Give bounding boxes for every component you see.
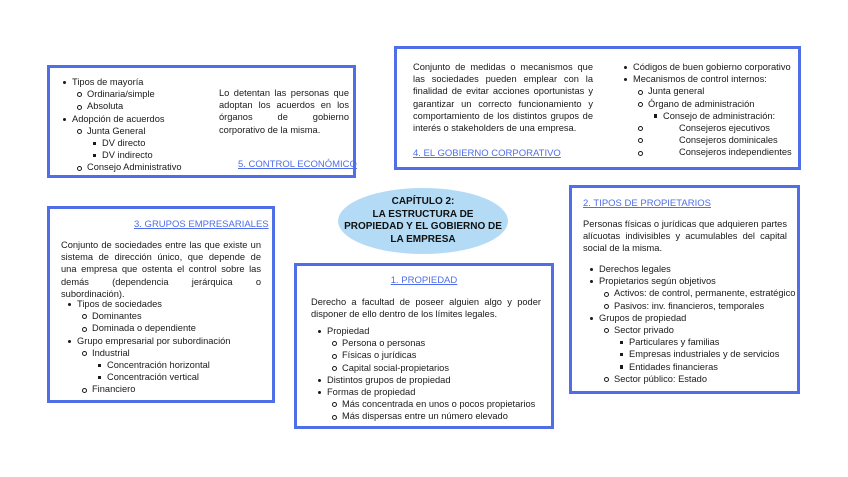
- list-item: Consejo de administración:: [617, 110, 792, 122]
- list-item: Grupos de propiedad: [583, 312, 795, 324]
- list-item: Activos: de control, permanente, estratégico: [583, 287, 795, 299]
- grupos-empresariales-description: Conjunto de sociedades entre las que existe un sistema de dirección único, que depende de una empresa que ostenta el control sobre las demás (dependencia jerárquica o subordinación).: [61, 240, 261, 299]
- list-item: Particulares y familias: [583, 336, 795, 348]
- list-item: Junta general: [617, 85, 792, 97]
- list-item: Dominantes: [61, 310, 230, 322]
- list-item: Capital social-propietarios: [311, 362, 535, 374]
- list-item: Grupo empresarial por subordinación: [61, 335, 230, 347]
- control-economico-card: [47, 65, 356, 178]
- list-item: Propietarios según objetivos: [583, 275, 795, 287]
- propiedad-card: [294, 263, 554, 429]
- list-item: Absoluta: [56, 100, 182, 112]
- list-item: Dominada o dependiente: [61, 322, 230, 334]
- list-item: Códigos de buen gobierno corporativo: [617, 61, 792, 73]
- list-item: Financiero: [61, 383, 230, 395]
- list-item: Consejeros ejecutivos: [617, 122, 792, 134]
- tipos-propietarios-list: [583, 263, 795, 385]
- grupos-empresariales-card: [47, 206, 275, 403]
- list-item: Consejo Administrativo: [56, 161, 182, 173]
- list-item: Junta General: [56, 125, 182, 137]
- list-item: Físicas o jurídicas: [311, 349, 535, 361]
- list-item: DV directo: [56, 137, 182, 149]
- tipos-propietarios-description: Personas físicas o jurídicas que adquieren partes alícuotas indivisibles y acumulables del capital social de la misma.: [583, 219, 787, 254]
- list-item: Tipos de mayoría: [56, 76, 182, 88]
- list-item: Sector privado: [583, 324, 795, 336]
- list-item: Más concentrada en unos o pocos propietarios: [311, 398, 535, 410]
- control-economico-description: Lo detentan las personas que adoptan los acuerdos en los órganos de gobierno corporativo de la misma.: [219, 88, 349, 135]
- list-item: Industrial: [61, 347, 230, 359]
- gobierno-corporativo-card: [394, 46, 801, 170]
- chapter-title-line: LA ESTRUCTURA DE: [372, 208, 474, 220]
- list-item: Más dispersas entre un número elevado: [311, 410, 535, 422]
- list-item: Concentración horizontal: [61, 359, 230, 371]
- propiedad-list: [311, 325, 535, 423]
- list-item: Adopción de acuerdos: [56, 113, 182, 125]
- grupos-empresariales-title[interactable]: 3. GRUPOS EMPRESARIALES: [134, 219, 269, 230]
- chapter-title-line: PROPIEDAD Y EL GOBIERNO DE: [344, 221, 502, 232]
- list-item: Entidades financieras: [583, 361, 795, 373]
- chapter-title-line: LA EMPRESA: [390, 233, 456, 245]
- list-item: Consejeros dominicales: [617, 134, 792, 146]
- list-item: Mecanismos de control internos:: [617, 73, 792, 85]
- control-economico-list: [56, 76, 182, 174]
- list-item: Tipos de sociedades: [61, 298, 230, 310]
- list-item: Propiedad: [311, 325, 535, 337]
- gobierno-corporativo-list: [617, 61, 792, 159]
- chapter-title-ellipse: [338, 188, 508, 254]
- list-item: Órgano de administración: [617, 98, 792, 110]
- list-item: Derechos legales: [583, 263, 795, 275]
- control-economico-title[interactable]: 5. CONTROL ECONÓMICO: [238, 159, 357, 170]
- list-item: Sector público: Estado: [583, 373, 795, 385]
- list-item: Distintos grupos de propiedad: [311, 374, 535, 386]
- list-item: Formas de propiedad: [311, 386, 535, 398]
- tipos-propietarios-title[interactable]: 2. TIPOS DE PROPIETARIOS: [583, 198, 711, 209]
- list-item: Concentración vertical: [61, 371, 230, 383]
- list-item: Pasivos: inv. financieros, temporales: [583, 300, 795, 312]
- propiedad-title[interactable]: 1. PROPIEDAD: [390, 275, 458, 286]
- list-item: Consejeros independientes: [617, 146, 792, 158]
- list-item: Ordinaria/simple: [56, 88, 182, 100]
- list-item: Persona o personas: [311, 337, 535, 349]
- list-item: Empresas industriales y de servicios: [583, 348, 795, 360]
- list-item: DV indirecto: [56, 149, 182, 161]
- gobierno-corporativo-description: Conjunto de medidas o mecanismos que las sociedades pueden emplear con la finalidad de evitar acciones oportunistas y garantizar un correcto funcionamiento y comportamiento de los distintos grupos de interés o stakeholders de una empresa.: [413, 62, 593, 134]
- grupos-empresariales-list: [61, 298, 230, 396]
- chapter-title-line: CAPÍTULO 2:: [391, 196, 455, 207]
- tipos-propietarios-card: [569, 185, 800, 394]
- gobierno-corporativo-title[interactable]: 4. EL GOBIERNO CORPORATIVO: [413, 148, 561, 159]
- propiedad-description: Derecho a facultad de poseer alguien algo y poder disponer de ello dentro de los límites legales.: [311, 297, 541, 320]
